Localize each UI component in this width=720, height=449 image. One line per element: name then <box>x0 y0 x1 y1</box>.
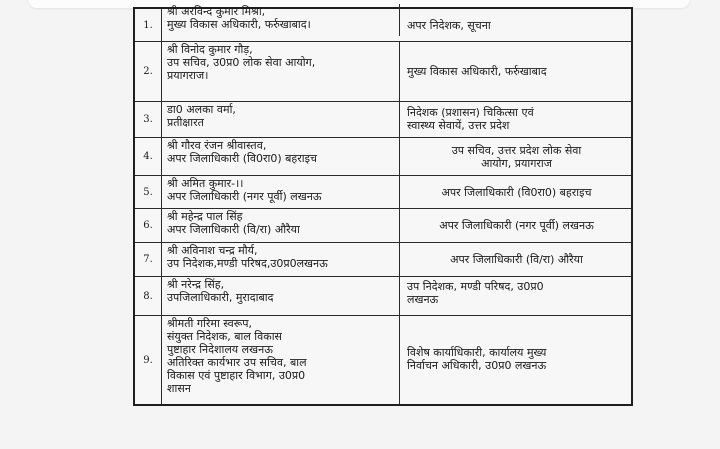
current-post-cell <box>162 277 400 315</box>
current-post-line: अपर जिलाधिकारी (वि/रा) औरैया <box>167 223 300 236</box>
current-post-line: पुष्टाहार निदेशालय लखनऊ <box>167 343 273 356</box>
table-row-6 <box>135 209 631 243</box>
row-number: 3. <box>135 102 162 137</box>
new-post-cell <box>400 316 631 404</box>
current-post-line: श्री विनोद कुमार गौड़, <box>167 43 253 56</box>
new-post-line: अपर निदेशक, सूचना <box>407 18 491 32</box>
current-post-cell <box>162 138 400 175</box>
row-number: 7. <box>135 243 162 276</box>
new-post-cell <box>400 102 631 137</box>
new-post-line: आयोग, प्रयागराज <box>481 156 552 170</box>
row-number: 1. <box>135 9 162 41</box>
current-post-line: उप निदेशक,मण्डी परिषद,उ0प्र0लखनऊ <box>167 257 328 270</box>
current-post-line: श्री अरविन्द कुमार मिश्रा, <box>167 5 266 18</box>
table-row-3 <box>135 102 631 138</box>
current-post-line: श्रीमती गरिमा स्वरूप, <box>167 317 252 330</box>
current-post-line: उप सचिव, उ0प्र0 लोक सेवा आयोग, <box>167 56 316 69</box>
current-post-line: प्रतीक्षारत <box>167 116 204 129</box>
current-post-line: अतिरिक्त कार्यभार उप सचिव, बाल <box>167 356 307 369</box>
current-post-line: श्री नरेन्द्र सिंह, <box>167 278 225 291</box>
current-post-line: श्री अविनाश चन्द्र मौर्य, <box>167 244 258 257</box>
current-post-cell <box>162 42 400 101</box>
row-number: 8. <box>135 277 162 315</box>
new-post-line: अपर जिलाधिकारी (वि0रा0) बहराइच <box>441 185 592 199</box>
new-post-cell <box>400 277 631 315</box>
current-post-line: शासन <box>167 382 191 395</box>
current-post-line: उपजिलाधिकारी, मुरादाबाद <box>167 291 274 304</box>
current-post-line: श्री गौरव रंजन श्रीवास्तव, <box>167 139 267 152</box>
new-post-cell <box>400 209 631 242</box>
new-post-line: उप निदेशक, मण्डी परिषद, उ0प्र0 <box>407 280 544 293</box>
current-post-line: प्रयागराज। <box>167 69 209 82</box>
current-post-line: डा0 अलका वर्मा, <box>167 103 236 116</box>
new-post-cell <box>400 176 631 208</box>
new-post-line: स्वास्थ्य सेवायें, उत्तर प्रदेश <box>407 119 510 132</box>
new-post-line: अपर जिलाधिकारी (वि/रा) औरैया <box>450 253 583 266</box>
table-row-2 <box>135 42 631 102</box>
row-number: 9. <box>135 316 162 404</box>
current-post-cell <box>162 209 400 242</box>
current-post-line: संयुक्त निदेशक, बाल विकास <box>167 330 282 343</box>
new-post-line: अपर जिलाधिकारी (नगर पूर्वी) लखनऊ <box>439 219 594 232</box>
new-post-cell <box>400 9 631 41</box>
new-post-line: उप सचिव, उत्तर प्रदेश लोक सेवा <box>451 143 582 157</box>
row-number: 6. <box>135 209 162 242</box>
current-post-line: मुख्य विकास अधिकारी, फर्रुखाबाद। <box>167 18 311 31</box>
row-number: 4. <box>135 138 162 175</box>
table-row-1 <box>135 5 631 42</box>
new-post-line: निदेशक (प्रशासन) चिकित्सा एवं <box>407 106 534 119</box>
new-post-line: विशेष कार्याधिकारी, कार्यालय मुख्य <box>407 346 547 359</box>
current-post-line: अपर जिलाधिकारी (वि0रा0) बहराइच <box>167 152 317 165</box>
table-row-4 <box>135 138 631 176</box>
table-row-7 <box>135 243 631 277</box>
current-post-line: श्री अमित कुमार-।। <box>167 177 244 190</box>
current-post-cell <box>162 176 400 208</box>
current-post-line: अपर जिलाधिकारी (नगर पूर्वी) लखनऊ <box>167 190 322 203</box>
new-post-line: लखनऊ <box>407 293 439 306</box>
new-post-cell <box>400 138 631 175</box>
row-number: 5. <box>135 176 162 208</box>
current-post-cell <box>162 4 400 36</box>
current-post-line: श्री महेन्द्र पाल सिंह <box>167 210 243 223</box>
table-row-8 <box>135 277 631 316</box>
new-post-line: निर्वाचन अधिकारी, उ0प्र0 लखनऊ <box>407 359 547 372</box>
new-post-line: मुख्य विकास अधिकारी, फर्रुखाबाद <box>407 65 547 78</box>
table-row-5 <box>135 176 631 209</box>
new-post-cell <box>400 243 631 276</box>
current-post-cell <box>162 316 400 404</box>
officer-transfer-table <box>133 7 633 406</box>
current-post-line: विकास एवं पुष्टाहार विभाग, उ0प्र0 <box>167 369 306 382</box>
new-post-cell <box>400 42 631 101</box>
row-number: 2. <box>135 42 162 101</box>
current-post-cell <box>162 102 400 137</box>
table-row-9 <box>135 316 631 404</box>
current-post-cell <box>162 243 400 276</box>
